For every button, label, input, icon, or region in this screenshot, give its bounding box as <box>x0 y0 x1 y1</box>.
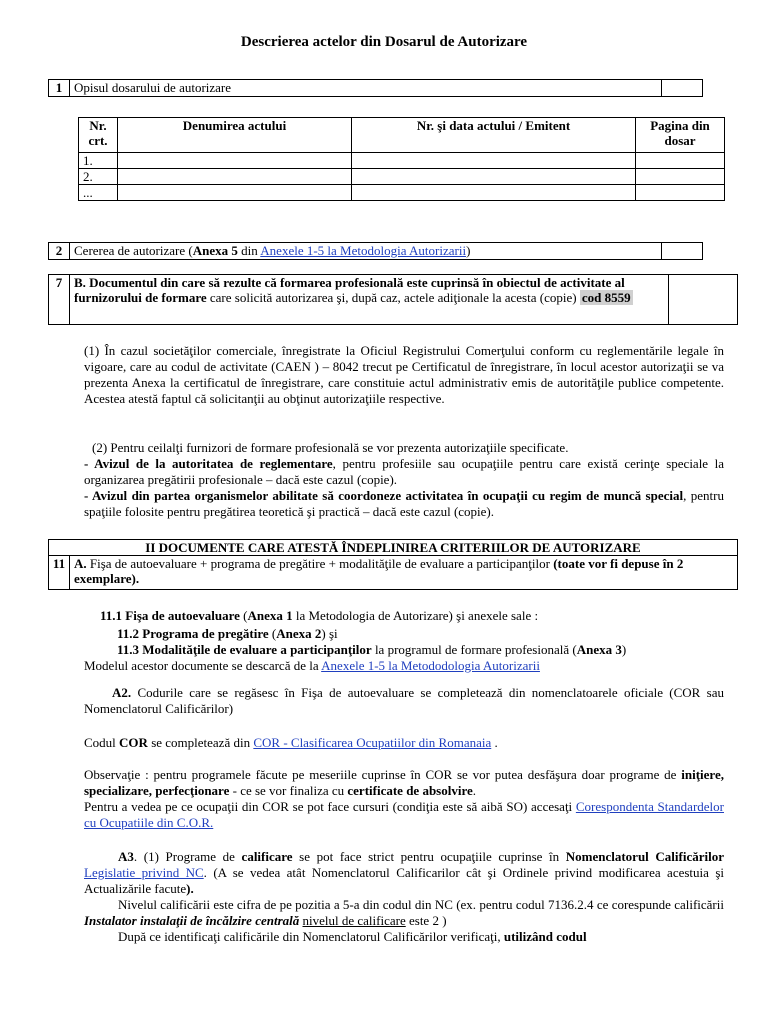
line-11-1: 11.1 Fişa de autoevaluare (Anexa 1 la Metodologia de Autorizare) şi anexele sale : <box>100 608 539 623</box>
opis-table <box>78 117 725 201</box>
line-11-2: 11.2 Programa de pregătire (Anexa 2) şi <box>117 626 338 641</box>
paragraph-cor: Codul COR se completează din COR - Clasificarea Ocupatiilor din Romanaia . <box>84 735 498 750</box>
corespondenta-link[interactable]: Corespondenta Standardelor cu Ocupatiile din C.O.R. <box>84 799 724 830</box>
empty-cell <box>669 275 738 325</box>
paragraph-furnizori: (2) Pentru ceilalţi furnizori de formare profesională se vor prezenta autorizaţiile specificate. - Avizul de la autoritatea de reglementare, pentru profesiile sau ocupaţiile pentru care există cerinţe speciale la organizarea pregătirii profesionale – dacă este cazul (copie). - Avizul din partea organismelor abilitate să coordoneze activitatea în ocupaţii cu regim de muncă special, pentru spaţiile folosite pentru pregătirea teoretică şi practică – dacă este cazul (copie). <box>84 440 725 519</box>
header-nr-data: Nr. şi data actului / Emitent <box>352 118 636 153</box>
table-cell: 1. <box>79 153 118 169</box>
line-11-3: 11.3 Modalităţile de evaluare a participanţilor la programul de formare profesională (Anexa 3) <box>117 642 627 657</box>
paragraph-a3: A3. (1) Programe de calificare se pot face strict pentru ocupaţiile cuprinse în Nomenclatorul Calificărilor Legislatie privind NC. (A se vedea atât Nomenclatorul Calificarilor cât şi Ordinele privind modificarea acestuia şi Actualizările facute). Nivelul calificării este cifra de pe pozitia a 5-a din codul din NC (ex. pentru codul 7136.2.4 ce corespunde calificării Instalator instalaţii de încălzire centrală nivelul de calificare este 2 ) După ce identificaţi calificările din Nomenclatorul Calificărilor verificaţi, utilizând codul <box>84 849 724 944</box>
table-row <box>79 153 725 169</box>
row-label: Cererea de autorizare (Anexa 5 din Anexele 1-5 la Metodologia Autorizarii) <box>70 243 662 260</box>
paragraph-societati: (1) În cazul societăţilor comerciale, înregistrate la Oficiul Registrului Comerţului conform cu reglementările legale în vigoare, care au codul de activitate (CAEN ) – 8042 trecut pe Certificatul de înregistrare, în locul acestor autorizaţii se va prezenta Anexa la certificatul de înregistrare, care constituie actul administrativ emis de autorităţile publice competente. Acestea atestă faptul că solicitanţii au obţinut autorizaţiile respective. <box>84 343 724 406</box>
anexe-metodologie-link[interactable]: Anexele 1-5 la Metododologia Autorizarii <box>321 658 540 673</box>
paragraph-a2: A2. Codurile care se regăsesc în Fişa de autoevaluare se completează din nomenclatoarele oficiale (COR sau Nomenclatorul Calificărilor) <box>84 685 724 716</box>
header-nr-crt: Nr. crt. <box>79 118 118 153</box>
legislatie-nc-link[interactable]: Legislatie privind NC <box>84 865 204 880</box>
table-opis-header <box>48 79 703 97</box>
header-pagina: Pagina din dosar <box>636 118 725 153</box>
table-section-ii <box>48 539 738 590</box>
table-cerere <box>48 242 703 260</box>
section-header: II DOCUMENTE CARE ATESTĂ ÎNDEPLINIREA CRITERIILOR DE AUTORIZARE <box>49 540 738 556</box>
row-number: 11 <box>49 556 70 590</box>
header-denumire: Denumirea actului <box>118 118 352 153</box>
table-row <box>79 169 725 185</box>
row-number: 2 <box>49 243 70 260</box>
empty-cell <box>662 243 703 260</box>
table-document-b <box>48 274 738 325</box>
anexe-link[interactable]: Anexele 1-5 la Metodologia Autorizarii <box>260 243 467 258</box>
row-label: A. Fişa de autoevaluare + programa de pregătire + modalităţile de evaluare a participanţilor (toate vor fi depuse în 2 exemplare). <box>70 556 738 590</box>
paragraph-observatie: Observaţie : pentru programele făcute pe meseriile cuprinse în COR se vor putea desfăşura doar programe de iniţiere, specializare, perfecţionare - ce se vor finaliza cu certificate de absolvire. Pentru a vedea pe ce ocupaţii din COR se pot face cursuri (condiţia este să aibă SO) accesaţi Corespondenta Standardelor cu Ocupatiile din C.O.R. <box>84 767 724 830</box>
row-label: Opisul dosarului de autorizare <box>70 80 662 97</box>
page-title: Descrierea actelor din Dosarul de Autorizare <box>240 34 528 50</box>
code-badge: cod 8559 <box>581 290 631 305</box>
row-number: 7 <box>49 275 70 325</box>
empty-cell <box>662 80 703 97</box>
table-cell: 2. <box>79 169 118 185</box>
row-label: B. Documentul din care să rezulte că formarea profesională este cuprinsă în obiectul de activitate al furnizorului de formare care solicită autorizarea şi, după caz, actele adiţionale la acesta (copie) cod 8559 <box>70 275 669 325</box>
line-model: Modelul acestor documente se descarcă de la Anexele 1-5 la Metododologia Autorizarii <box>84 658 540 673</box>
cor-link[interactable]: COR - Clasificarea Ocupatiilor din Romanaia <box>253 735 492 750</box>
row-number: 1 <box>49 80 70 97</box>
table-cell: ... <box>79 185 118 201</box>
table-row <box>79 185 725 201</box>
